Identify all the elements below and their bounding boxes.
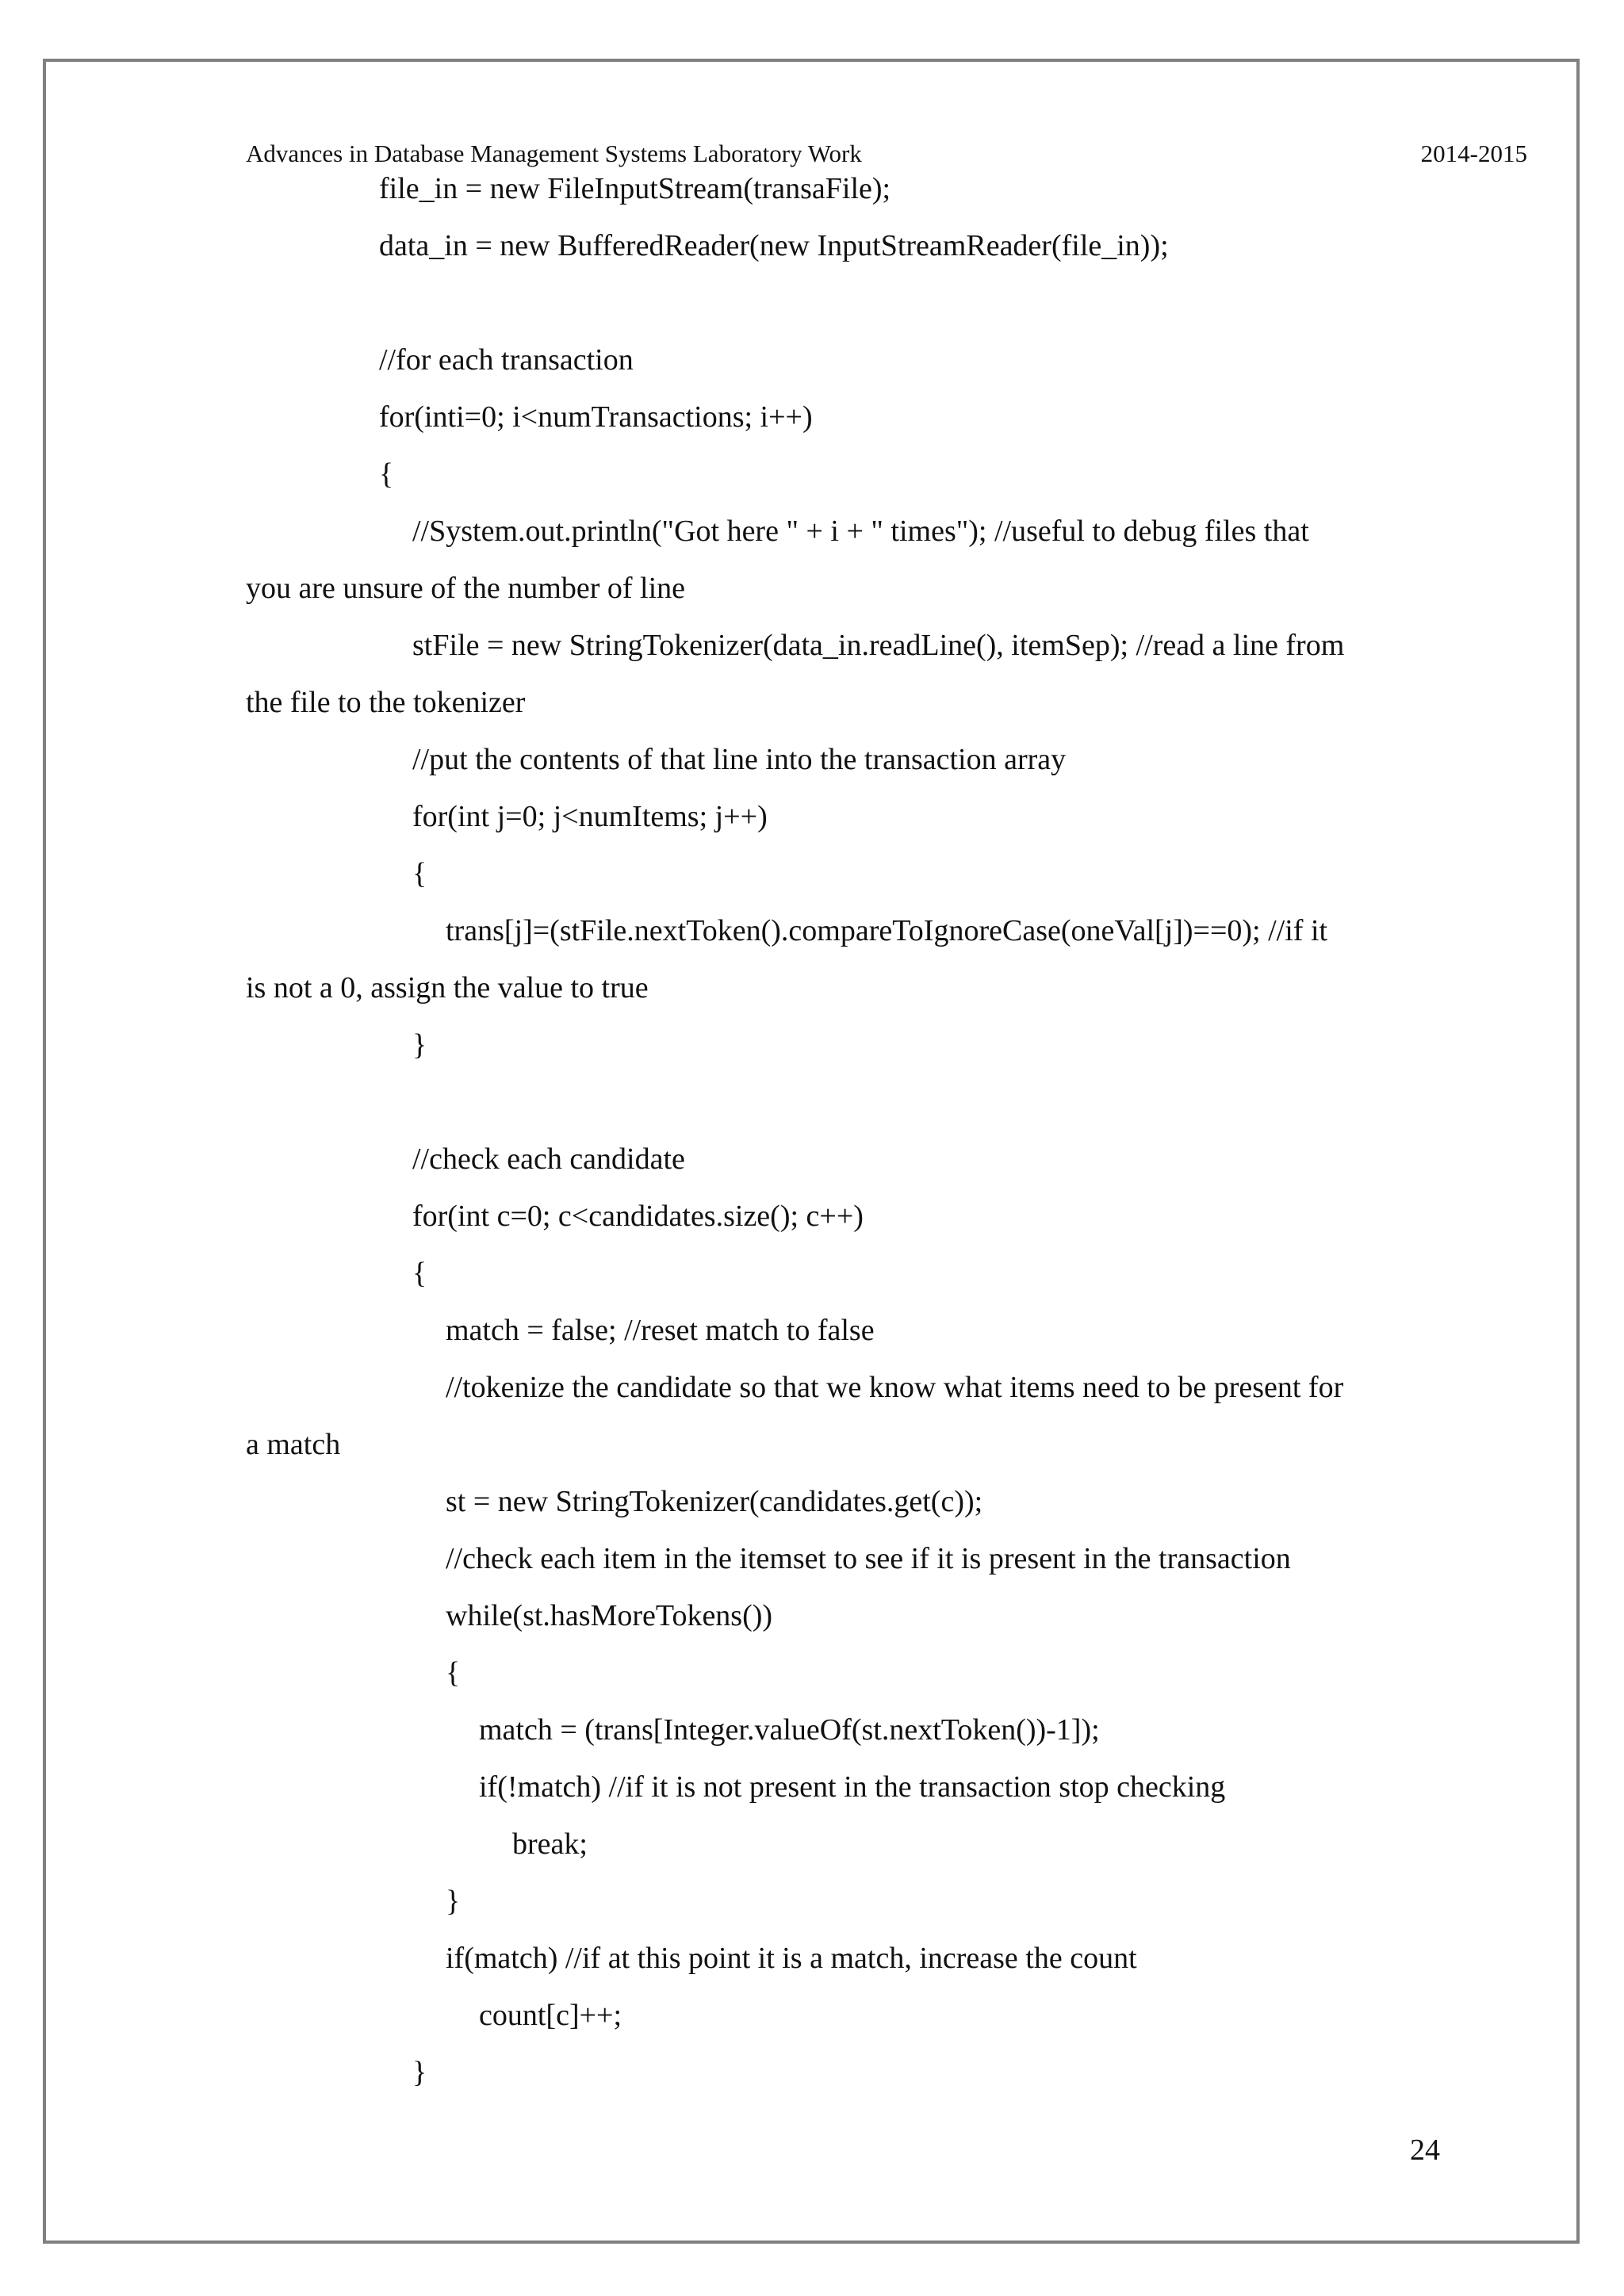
code-line: the file to the tokenizer	[246, 686, 526, 719]
code-line: {	[412, 857, 427, 890]
header-year: 2014-2015	[1420, 140, 1527, 167]
code-line: st = new StringTokenizer(candidates.get(c));	[446, 1485, 983, 1518]
code-line: //tokenize the candidate so that we know what items need to be present for	[446, 1371, 1344, 1404]
code-line: }	[412, 1028, 427, 1062]
code-line: {	[446, 1656, 461, 1689]
code-line: {	[379, 457, 394, 491]
code-line: //for each transaction	[379, 343, 634, 377]
code-line: file_in = new FileInputStream(transaFile);	[379, 172, 891, 205]
code-line: break;	[512, 1827, 588, 1861]
code-line: count[c]++;	[479, 1999, 622, 2032]
code-line: you are unsure of the number of line	[246, 572, 685, 605]
code-line: while(st.hasMoreTokens())	[446, 1599, 773, 1632]
page-border	[43, 59, 1580, 2244]
code-line: trans[j]=(stFile.nextToken().compareToIgnoreCase(oneVal[j])==0); //if it	[446, 914, 1328, 947]
header-title: Advances in Database Management Systems Laboratory Work	[246, 140, 862, 167]
code-line: data_in = new BufferedReader(new InputStreamReader(file_in));	[379, 229, 1169, 262]
code-line: stFile = new StringTokenizer(data_in.readLine(), itemSep); //read a line from	[412, 629, 1345, 662]
code-line: //check each item in the itemset to see if it is present in the transaction	[446, 1542, 1291, 1575]
code-line: if(!match) //if it is not present in the transaction stop checking	[479, 1770, 1226, 1804]
code-line: //check each candidate	[412, 1142, 685, 1176]
page-number: 24	[1410, 2133, 1440, 2167]
code-line: }	[446, 1885, 461, 1918]
code-line: }	[412, 2056, 427, 2089]
code-line: for(int j=0; j<numItems; j++)	[412, 800, 768, 833]
code-line: {	[412, 1257, 427, 1290]
code-line: match = false; //reset match to false	[446, 1314, 875, 1347]
code-line: if(match) //if at this point it is a match, increase the count	[446, 1942, 1137, 1975]
code-line: //System.out.println("Got here " + i + " times"); //useful to debug files that	[412, 515, 1309, 548]
code-line: a match	[246, 1428, 341, 1461]
code-line: for(inti=0; i<numTransactions; i++)	[379, 400, 813, 434]
code-line: match = (trans[Integer.valueOf(st.nextToken())-1]);	[479, 1713, 1100, 1747]
code-line: //put the contents of that line into the transaction array	[412, 743, 1067, 776]
code-line: is not a 0, assign the value to true	[246, 971, 649, 1004]
code-line: for(int c=0; c<candidates.size(); c++)	[412, 1200, 864, 1233]
